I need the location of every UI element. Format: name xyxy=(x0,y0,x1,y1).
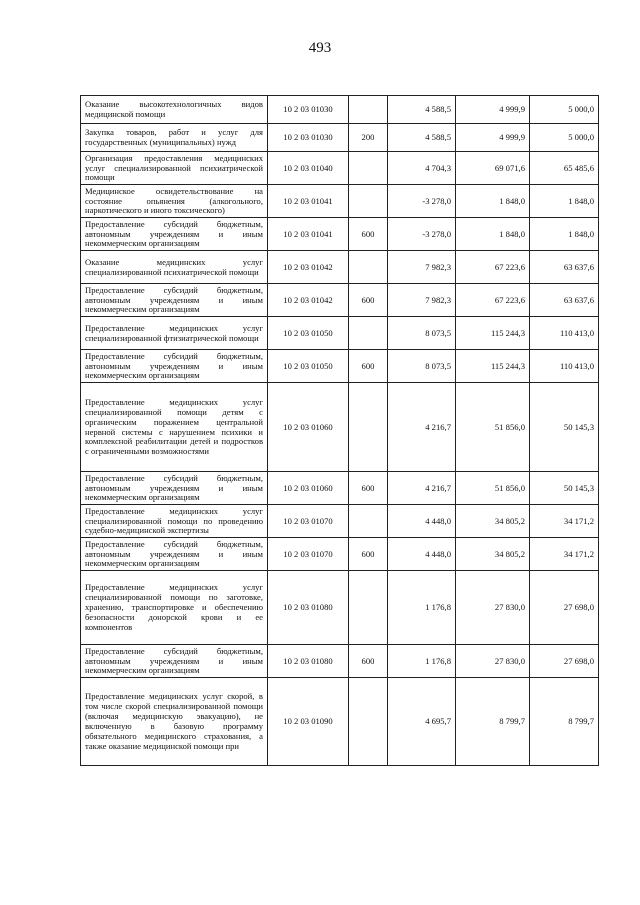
row-value-2: 115 244,3 xyxy=(456,350,530,383)
row-value-3: 50 145,3 xyxy=(530,383,599,472)
table-row xyxy=(81,251,599,284)
row-value-1: 1 176,8 xyxy=(388,645,456,678)
row-code: 10 2 03 01070 xyxy=(268,505,349,538)
row-code: 10 2 03 01080 xyxy=(268,645,349,678)
row-value-2: 1 848,0 xyxy=(456,218,530,251)
row-value-2: 4 999,9 xyxy=(456,124,530,152)
row-code: 10 2 03 01070 xyxy=(268,538,349,571)
row-value-2: 27 830,0 xyxy=(456,571,530,645)
row-name: Оказание медицинских услуг специализированной психиатрической помощи xyxy=(81,251,268,284)
table-row xyxy=(81,538,599,571)
row-value-2: 67 223,6 xyxy=(456,251,530,284)
row-name: Оказание высокотехнологичных видов медицинской помощи xyxy=(81,96,268,124)
table-row xyxy=(81,152,599,185)
table-row xyxy=(81,96,599,124)
row-expense-type: 600 xyxy=(349,350,388,383)
row-code: 10 2 03 01060 xyxy=(268,383,349,472)
row-expense-type: 600 xyxy=(349,645,388,678)
table-row xyxy=(81,124,599,152)
row-value-2: 8 799,7 xyxy=(456,678,530,766)
row-value-1: 4 588,5 xyxy=(388,96,456,124)
row-code: 10 2 03 01050 xyxy=(268,317,349,350)
row-value-3: 63 637,6 xyxy=(530,284,599,317)
table-row xyxy=(81,350,599,383)
row-name: Предоставление субсидий бюджетным, автономным учреждениям и иным некоммерческим организациям xyxy=(81,472,268,505)
row-value-2: 69 071,6 xyxy=(456,152,530,185)
row-value-3: 34 171,2 xyxy=(530,538,599,571)
row-value-3: 50 145,3 xyxy=(530,472,599,505)
row-value-1: 4 216,7 xyxy=(388,472,456,505)
table-row xyxy=(81,185,599,218)
row-name: Предоставление медицинских услуг скорой, в том числе скорой специализированной помощи (включая медицинскую эвакуацию), не включенную в базовую программу обязательного медицинского страхования, а также оказание медицинской помощи при xyxy=(81,678,268,766)
row-value-1: 4 216,7 xyxy=(388,383,456,472)
row-code: 10 2 03 01041 xyxy=(268,218,349,251)
row-value-1: 4 448,0 xyxy=(388,505,456,538)
row-value-1: 4 588,5 xyxy=(388,124,456,152)
row-value-3: 34 171,2 xyxy=(530,505,599,538)
row-value-3: 1 848,0 xyxy=(530,218,599,251)
row-code: 10 2 03 01042 xyxy=(268,251,349,284)
table-row xyxy=(81,645,599,678)
row-expense-type: 200 xyxy=(349,124,388,152)
row-name: Предоставление медицинских услуг специализированной помощи по заготовке, хранению, транспортировке и обеспечению безопасности донорской крови и ее компонентов xyxy=(81,571,268,645)
row-name: Предоставление субсидий бюджетным, автономным учреждениям и иным некоммерческим организациям xyxy=(81,284,268,317)
row-expense-type xyxy=(349,185,388,218)
row-code: 10 2 03 01040 xyxy=(268,152,349,185)
row-code: 10 2 03 01080 xyxy=(268,571,349,645)
row-code: 10 2 03 01042 xyxy=(268,284,349,317)
row-expense-type: 600 xyxy=(349,472,388,505)
row-expense-type: 600 xyxy=(349,218,388,251)
row-value-1: 4 695,7 xyxy=(388,678,456,766)
row-expense-type xyxy=(349,571,388,645)
row-expense-type xyxy=(349,96,388,124)
row-value-1: 8 073,5 xyxy=(388,350,456,383)
row-name: Медицинское освидетельствование на состояние опьянения (алкогольного, наркотического и иного токсического) xyxy=(81,185,268,218)
budget-table xyxy=(80,95,599,766)
row-value-1: 7 982,3 xyxy=(388,284,456,317)
row-value-3: 63 637,6 xyxy=(530,251,599,284)
row-value-3: 1 848,0 xyxy=(530,185,599,218)
row-name: Предоставление субсидий бюджетным, автономным учреждениям и иным некоммерческим организациям xyxy=(81,218,268,251)
row-value-1: 8 073,5 xyxy=(388,317,456,350)
row-value-3: 65 485,6 xyxy=(530,152,599,185)
table-row xyxy=(81,505,599,538)
row-name: Предоставление субсидий бюджетным, автономным учреждениям и иным некоммерческим организациям xyxy=(81,350,268,383)
row-code: 10 2 03 01060 xyxy=(268,472,349,505)
row-expense-type xyxy=(349,317,388,350)
row-code: 10 2 03 01050 xyxy=(268,350,349,383)
table-row xyxy=(81,472,599,505)
row-value-1: 4 704,3 xyxy=(388,152,456,185)
row-value-3: 110 413,0 xyxy=(530,350,599,383)
row-expense-type xyxy=(349,505,388,538)
table-row xyxy=(81,317,599,350)
row-value-1: -3 278,0 xyxy=(388,185,456,218)
row-value-1: 7 982,3 xyxy=(388,251,456,284)
row-code: 10 2 03 01090 xyxy=(268,678,349,766)
row-value-1: -3 278,0 xyxy=(388,218,456,251)
row-name: Закупка товаров, работ и услуг для государственных (муниципальных) нужд xyxy=(81,124,268,152)
row-name: Предоставление медицинских услуг специализированной помощи по проведению судебно-медицинской экспертизы xyxy=(81,505,268,538)
table-row xyxy=(81,678,599,766)
row-value-2: 4 999,9 xyxy=(456,96,530,124)
table-row xyxy=(81,284,599,317)
row-code: 10 2 03 01030 xyxy=(268,124,349,152)
row-expense-type: 600 xyxy=(349,538,388,571)
row-value-3: 27 698,0 xyxy=(530,645,599,678)
row-value-2: 34 805,2 xyxy=(456,538,530,571)
table-row xyxy=(81,383,599,472)
row-value-2: 1 848,0 xyxy=(456,185,530,218)
row-code: 10 2 03 01030 xyxy=(268,96,349,124)
row-name: Предоставление субсидий бюджетным, автономным учреждениям и иным некоммерческим организациям xyxy=(81,645,268,678)
row-code: 10 2 03 01041 xyxy=(268,185,349,218)
row-expense-type: 600 xyxy=(349,284,388,317)
row-name: Организация предоставления медицинских услуг специализированной психиатрической помощи xyxy=(81,152,268,185)
row-name: Предоставление субсидий бюджетным, автономным учреждениям и иным некоммерческим организациям xyxy=(81,538,268,571)
row-expense-type xyxy=(349,251,388,284)
row-value-1: 1 176,8 xyxy=(388,571,456,645)
row-value-3: 110 413,0 xyxy=(530,317,599,350)
row-name: Предоставление медицинских услуг специализированной фтизиатрической помощи xyxy=(81,317,268,350)
row-expense-type xyxy=(349,152,388,185)
row-value-3: 27 698,0 xyxy=(530,571,599,645)
row-expense-type xyxy=(349,383,388,472)
row-value-1: 4 448,0 xyxy=(388,538,456,571)
table-row xyxy=(81,571,599,645)
row-value-3: 8 799,7 xyxy=(530,678,599,766)
row-value-2: 67 223,6 xyxy=(456,284,530,317)
row-value-2: 115 244,3 xyxy=(456,317,530,350)
page-number: 493 xyxy=(308,40,332,56)
row-value-2: 51 856,0 xyxy=(456,472,530,505)
row-value-2: 51 856,0 xyxy=(456,383,530,472)
row-value-2: 27 830,0 xyxy=(456,645,530,678)
table-row xyxy=(81,218,599,251)
row-expense-type xyxy=(349,678,388,766)
row-value-3: 5 000,0 xyxy=(530,124,599,152)
row-value-2: 34 805,2 xyxy=(456,505,530,538)
row-value-3: 5 000,0 xyxy=(530,96,599,124)
row-name: Предоставление медицинских услуг специализированной помощи детям с органическим поражением центральной нервной системы с нарушением психики и комплексной реабилитации детей и подростков с ограниченными возможностями xyxy=(81,383,268,472)
